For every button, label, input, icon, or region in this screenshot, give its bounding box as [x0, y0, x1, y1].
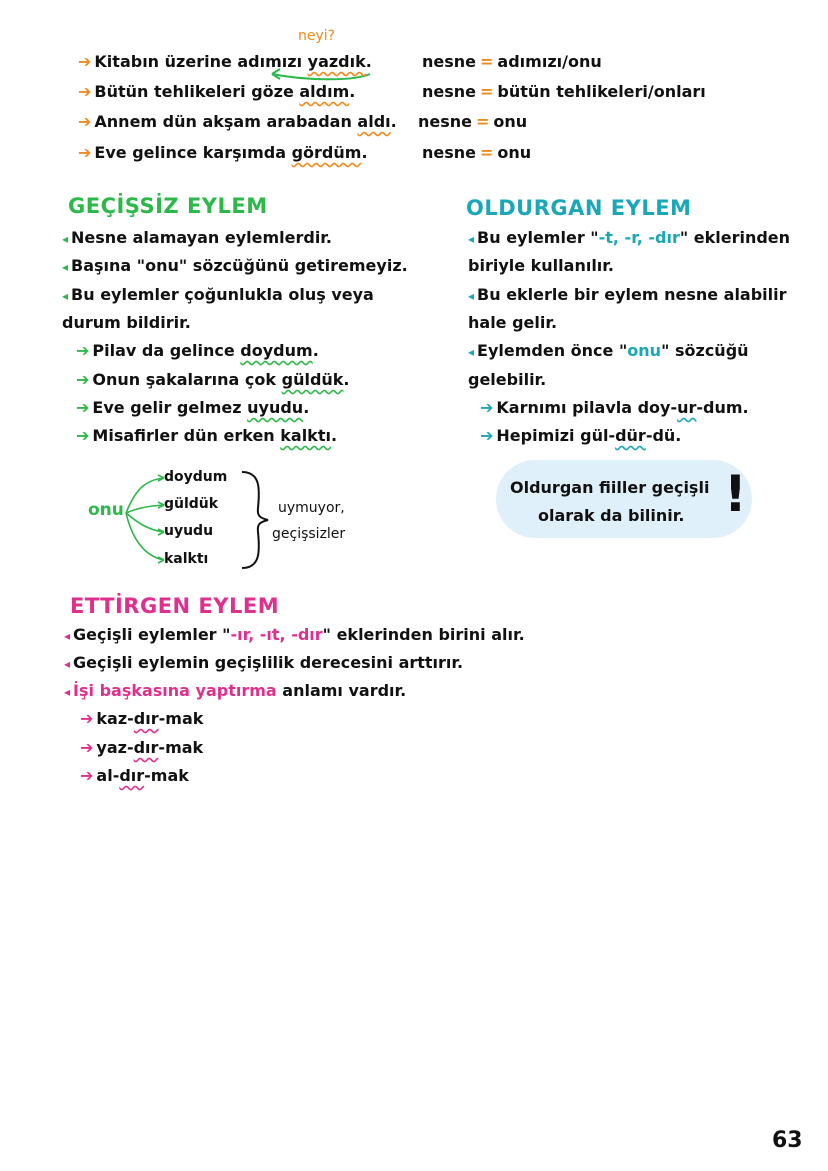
neyi-label: neyi? — [298, 28, 336, 44]
nesne-row: nesne = onu — [422, 143, 532, 162]
diagram-item: doydum — [164, 469, 228, 485]
arrow-right-icon: ➔ — [76, 370, 90, 389]
arrow-right-icon: ➔ — [80, 738, 94, 757]
bullet-icon: ◂ — [62, 232, 69, 246]
gecissiz-example: ➔ Pilav da gelince doydum. — [76, 341, 319, 360]
gecissiz-bullet: ◂ Başına "onu" sözcüğünü getiremeyiz. — [62, 256, 408, 275]
oldurgan-bullet: ◂ Bu eklerle bir eylem nesne alabilir — [468, 285, 787, 304]
bullet-icon: ◂ — [62, 260, 69, 274]
sentence-row: ➔ Eve gelince karşımda gördüm. — [78, 143, 368, 162]
sentence-row: ➔ Annem dün akşam arabadan aldı. — [78, 112, 397, 131]
arrow-right-icon: ➔ — [76, 398, 90, 417]
bullet-icon: ◂ — [468, 289, 475, 303]
sentence-row: ➔ Kitabın üzerine adımızı yazdık. — [78, 52, 372, 71]
ettirgen-title: ETTİRGEN EYLEM — [70, 594, 280, 618]
note-line: Oldurgan fiiller geçişli — [510, 478, 710, 497]
diagram-brace — [238, 468, 272, 572]
bullet-icon: ◂ — [64, 657, 71, 671]
ettirgen-bullet: ◂ Geçişli eylemler "-ır, -ıt, -dır" eklerinden birini alır. — [64, 625, 525, 644]
bullet-icon: ◂ — [62, 289, 69, 303]
ettirgen-example: ➔ yaz-dır-mak — [80, 738, 204, 757]
oldurgan-bullet-cont: gelebilir. — [468, 370, 547, 389]
nesne-row: nesne = bütün tehlikeleri/onları — [422, 82, 706, 101]
diagram-result: geçişsizler — [272, 526, 346, 542]
gecissiz-bullet: ◂ Nesne alamayan eylemlerdir. — [62, 228, 332, 247]
arrow-right-icon: ➔ — [78, 82, 92, 101]
ettirgen-bullet: ◂ Geçişli eylemin geçişlilik derecesini arttırır. — [64, 653, 464, 672]
oldurgan-example: ➔ Hepimizi gül-dür-dü. — [480, 426, 682, 445]
arrow-right-icon: ➔ — [76, 426, 90, 445]
ettirgen-example: ➔ kaz-dır-mak — [80, 709, 204, 728]
ettirgen-example: ➔ al-dır-mak — [80, 766, 189, 785]
arrow-right-icon: ➔ — [78, 52, 92, 71]
bullet-icon: ◂ — [468, 232, 475, 246]
note-line: olarak da bilinir. — [538, 506, 685, 525]
oldurgan-bullet-cont: biriyle kullanılır. — [468, 256, 614, 275]
exclamation-icon: ! — [724, 465, 747, 523]
arrow-right-icon: ➔ — [78, 143, 92, 162]
arrow-right-icon: ➔ — [480, 398, 494, 417]
bullet-icon: ◂ — [468, 345, 475, 359]
oldurgan-title: OLDURGAN EYLEM — [466, 196, 692, 220]
arrow-right-icon: ➔ — [480, 426, 494, 445]
ettirgen-bullet: ◂ İşi başkasına yaptırma anlamı vardır. — [64, 681, 407, 700]
diagram-root: onu — [88, 500, 124, 520]
arrow-right-icon: ➔ — [78, 112, 92, 131]
oldurgan-bullet: ◂ Eylemden önce "onu" sözcüğü — [468, 341, 749, 360]
bullet-icon: ◂ — [64, 685, 71, 699]
oldurgan-bullet-cont: hale gelir. — [468, 313, 558, 332]
arrow-right-icon: ➔ — [76, 341, 90, 360]
gecissiz-example: ➔ Eve gelir gelmez uyudu. — [76, 398, 310, 417]
diagram-item: güldük — [164, 496, 219, 512]
note-bubble — [496, 460, 752, 538]
oldurgan-example: ➔ Karnımı pilavla doy-ur-dum. — [480, 398, 749, 417]
gecissiz-title: GEÇİŞSİZ EYLEM — [68, 194, 268, 218]
gecissiz-example: ➔ Misafirler dün erken kalktı. — [76, 426, 338, 445]
bullet-icon: ◂ — [64, 629, 71, 643]
nesne-row: nesne = onu — [418, 112, 528, 131]
diagram-item: kalktı — [164, 551, 209, 567]
arrow-right-icon: ➔ — [80, 766, 94, 785]
gecissiz-bullet: ◂ Bu eylemler çoğunlukla oluş veya — [62, 285, 374, 304]
oldurgan-bullet: ◂ Bu eylemler "-t, -r, -dır" eklerinden — [468, 228, 791, 247]
diagram-result: uymuyor, — [278, 500, 345, 516]
gecissiz-example: ➔ Onun şakalarına çok güldük. — [76, 370, 350, 389]
diagram-item: uyudu — [164, 523, 214, 539]
arrow-right-icon: ➔ — [80, 709, 94, 728]
nesne-row: nesne = adımızı/onu — [422, 52, 602, 71]
page-number: 63 — [772, 1128, 803, 1153]
gecissiz-bullet-cont: durum bildirir. — [62, 313, 191, 332]
sentence-row: ➔ Bütün tehlikeleri göze aldım. — [78, 82, 356, 101]
